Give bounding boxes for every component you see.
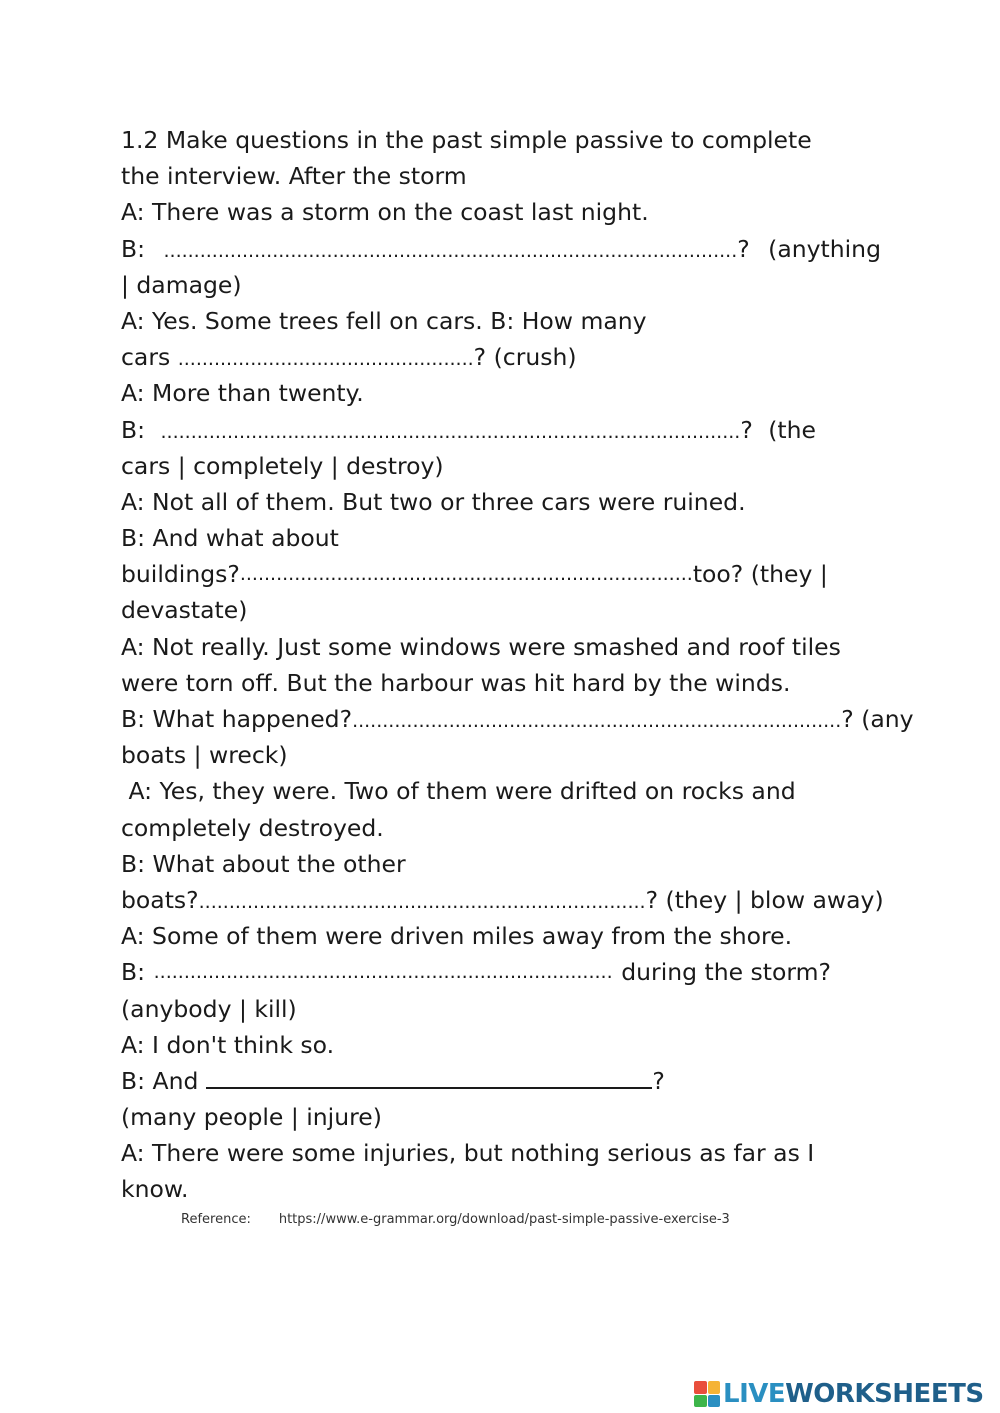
- answer-blank[interactable]: .................................................: [177, 348, 474, 371]
- question-line-devastate: buildings? ........................................................................... too? (they |: [121, 556, 811, 592]
- dialogue-line: A: There was a storm on the coast last night.: [121, 198, 649, 227]
- dialogue-line: were torn off. But the harbour was hit hard by the winds.: [121, 668, 791, 697]
- worksheet-body: [121, 122, 914, 1208]
- question-line-crush: cars .................................................? (crush): [121, 343, 577, 372]
- dialogue-line: A: I don't think so.: [121, 1030, 335, 1059]
- hint-line: devastate): [121, 596, 248, 625]
- dialogue-line: A: Yes. Some trees fell on cars. B: How many: [121, 306, 647, 335]
- dialogue-line: B: What about the other: [121, 849, 406, 878]
- liveworksheets-logo: [694, 1377, 984, 1411]
- dialogue-line: A: There were some injuries, but nothing serious as far as I: [121, 1139, 815, 1168]
- dialogue-line: B: And what about: [121, 524, 339, 553]
- reference-note: [181, 1212, 730, 1227]
- instruction-line-1: 1.2 Make questions in the past simple passive to complete: [121, 126, 812, 154]
- question-line-injure: B: And ?: [121, 1066, 665, 1095]
- dialogue-line: A: Not really. Just some windows were smashed and roof tiles: [121, 632, 841, 661]
- answer-blank[interactable]: .................................................................................: [352, 710, 842, 732]
- liveworksheets-logo-text: LIVEWORKSHEETS: [723, 1379, 984, 1409]
- dialogue-line: completely destroyed.: [121, 813, 384, 842]
- hint-line: boats | wreck): [121, 741, 288, 770]
- dialogue-line: know.: [121, 1175, 189, 1204]
- question-line-blow-away: boats? ..........................................................................? (they | blow away): [121, 885, 884, 914]
- instruction-line-2: the interview. After the storm: [121, 162, 467, 191]
- reference-url[interactable]: https://www.e-grammar.org/download/past-simple-passive-exercise-3: [278, 1212, 730, 1227]
- hint-line: (many people | injure): [121, 1103, 382, 1132]
- answer-blank[interactable]: ................................................................................................: [160, 420, 741, 443]
- question-line-wreck: B: What happened? .................................................................................? (any: [121, 705, 914, 733]
- question-line-cars-destroy: B: ................................................................................................? (the: [121, 415, 816, 444]
- question-line-anything-damage: B: ...............................................................................................? (anything: [121, 234, 881, 263]
- dialogue-line: A: Yes, they were. Two of them were drifted on rocks and: [121, 777, 796, 806]
- answer-blank[interactable]: ..........................................................................: [198, 890, 646, 913]
- answer-blank[interactable]: ...............................................................................................: [163, 239, 738, 262]
- hint-line: (anybody | kill): [121, 994, 297, 1023]
- dialogue-line: A: More than twenty.: [121, 379, 364, 408]
- liveworksheets-logo-icon: [694, 1381, 720, 1407]
- reference-label: Reference:: [181, 1212, 251, 1227]
- dialogue-line: A: Not all of them. But two or three cars were ruined.: [121, 487, 746, 516]
- dialogue-line: A: Some of them were driven miles away from the shore.: [121, 922, 793, 951]
- answer-blank[interactable]: ...........................................................................: [239, 563, 693, 586]
- hint-line: | damage): [121, 270, 242, 299]
- answer-blank[interactable]: ............................................................................: [153, 961, 613, 984]
- answer-underline-blank[interactable]: [206, 1065, 652, 1089]
- question-line-kill: B: ............................................................................ during the storm?: [121, 954, 831, 990]
- hint-line: cars | completely | destroy): [121, 451, 444, 480]
